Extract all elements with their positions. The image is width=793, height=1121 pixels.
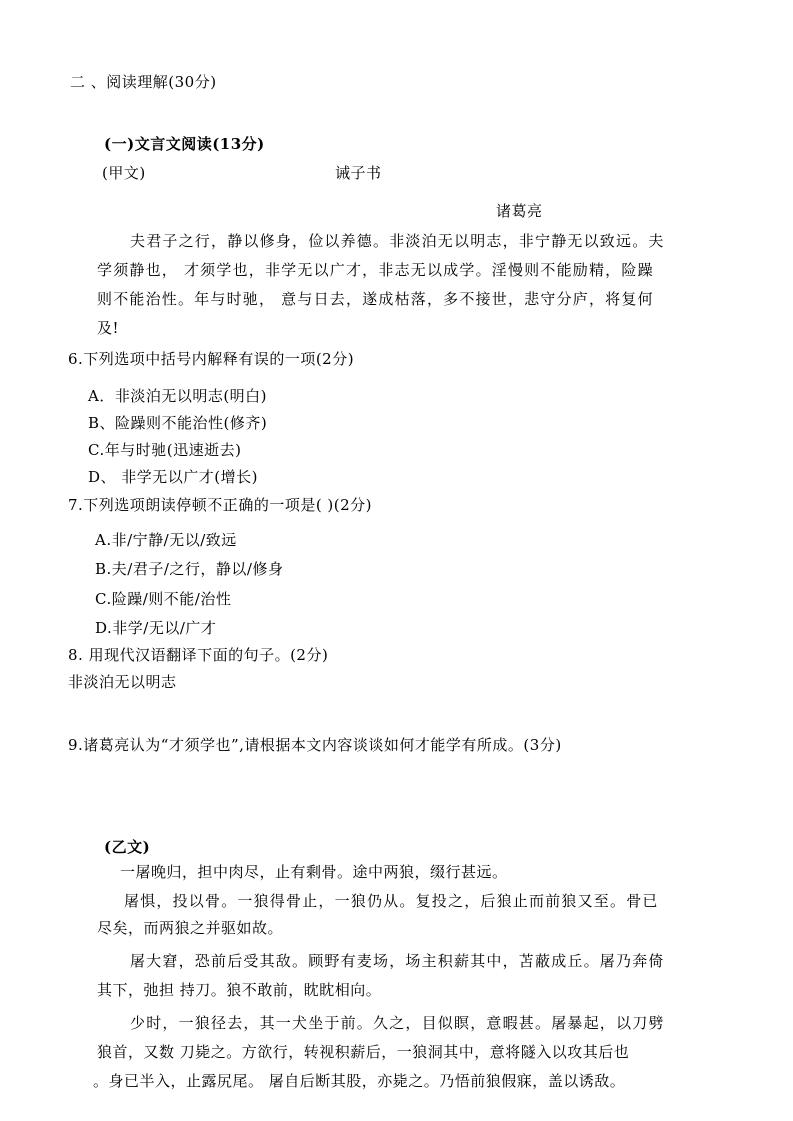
question-8-stem: 8. 用现代汉语翻译下面的句子。(2分) xyxy=(68,646,329,664)
passage-line: 少时，一狼径去，其一犬坐于前。久之，目似瞑，意暇甚。屠暴起，以刀劈 xyxy=(130,1014,665,1032)
passage-line: 狼首，又数 刀毙之。方欲行，转视积薪后，一狼洞其中，意将隧入以攻其后也 xyxy=(97,1043,630,1061)
passage-line: 屠大窘，恐前后受其敌。顾野有麦场，场主积薪其中，苫蔽成丘。屠乃奔倚 xyxy=(130,952,665,970)
question-7-option-d: D.非学/无以/广才 xyxy=(95,619,217,637)
passage-line: 学须静也， 才须学也，非学无以广才，非志无以成学。淫慢则不能励精，险躁 xyxy=(97,261,654,279)
question-7-option-c: C.险躁/则不能/治性 xyxy=(95,590,232,608)
question-6-option-d: D、 非学无以广才(增长) xyxy=(88,468,258,486)
passage-line: 屠惧，投以骨。一狼得骨止，一狼仍从。复投之，后狼止而前狼又至。骨已 xyxy=(124,892,659,910)
passage-line: 。身已半入，止露尻尾。 屠自后断其股，亦毙之。乃悟前狼假寐，盖以诱敌。 xyxy=(93,1072,626,1090)
part1-heading: (一)文言文阅读(13分) xyxy=(104,135,265,153)
question-6-stem: 6.下列选项中括号内解释有误的一项(2分) xyxy=(68,350,355,368)
question-7-stem: 7.下列选项朗读停顿不正确的一项是( )(2分) xyxy=(68,496,373,514)
passage-line: 夫君子之行，静以修身，俭以养德。非淡泊无以明志，非宁静无以致远。夫 xyxy=(130,232,665,250)
question-9-stem: 9.诸葛亮认为“才须学也”,请根据本文内容谈谈如何才能学有所成。(3分) xyxy=(68,736,562,754)
question-7-option-a: A.非/宁静/无以/致远 xyxy=(95,531,237,549)
passage-line: 其下，弛担 持刀。狼不敢前，眈眈相向。 xyxy=(97,981,382,999)
question-6-option-c: C.年与时驰(迅速逝去) xyxy=(88,441,242,459)
passage-line: 尽矣，而两狼之并驱如故。 xyxy=(97,919,284,937)
question-6-option-b: B、险躁则不能治性(修齐) xyxy=(88,414,268,432)
section-title: 二 、阅读理解(30分) xyxy=(70,73,217,91)
question-8-sentence: 非淡泊无以明志 xyxy=(68,673,177,691)
question-6-option-a: A．非淡泊无以明志(明白) xyxy=(88,387,268,405)
question-7-option-b: B.夫/君子/之行，静以/修身 xyxy=(95,560,284,578)
passage-line: 及! xyxy=(97,319,120,337)
part2-label: (乙文) xyxy=(104,838,151,856)
essay-title: 诫子书 xyxy=(335,164,382,182)
passage-line: 一屠晚归，担中肉尽，止有剩骨。途中两狼，缀行甚远。 xyxy=(120,863,508,881)
passage-line: 则不能治性。年与时驰， 意与日去，遂成枯落，多不接世，悲守分庐，将复何 xyxy=(97,290,654,308)
part1-label: (甲文) xyxy=(102,164,146,182)
essay-author: 诸葛亮 xyxy=(496,202,543,220)
